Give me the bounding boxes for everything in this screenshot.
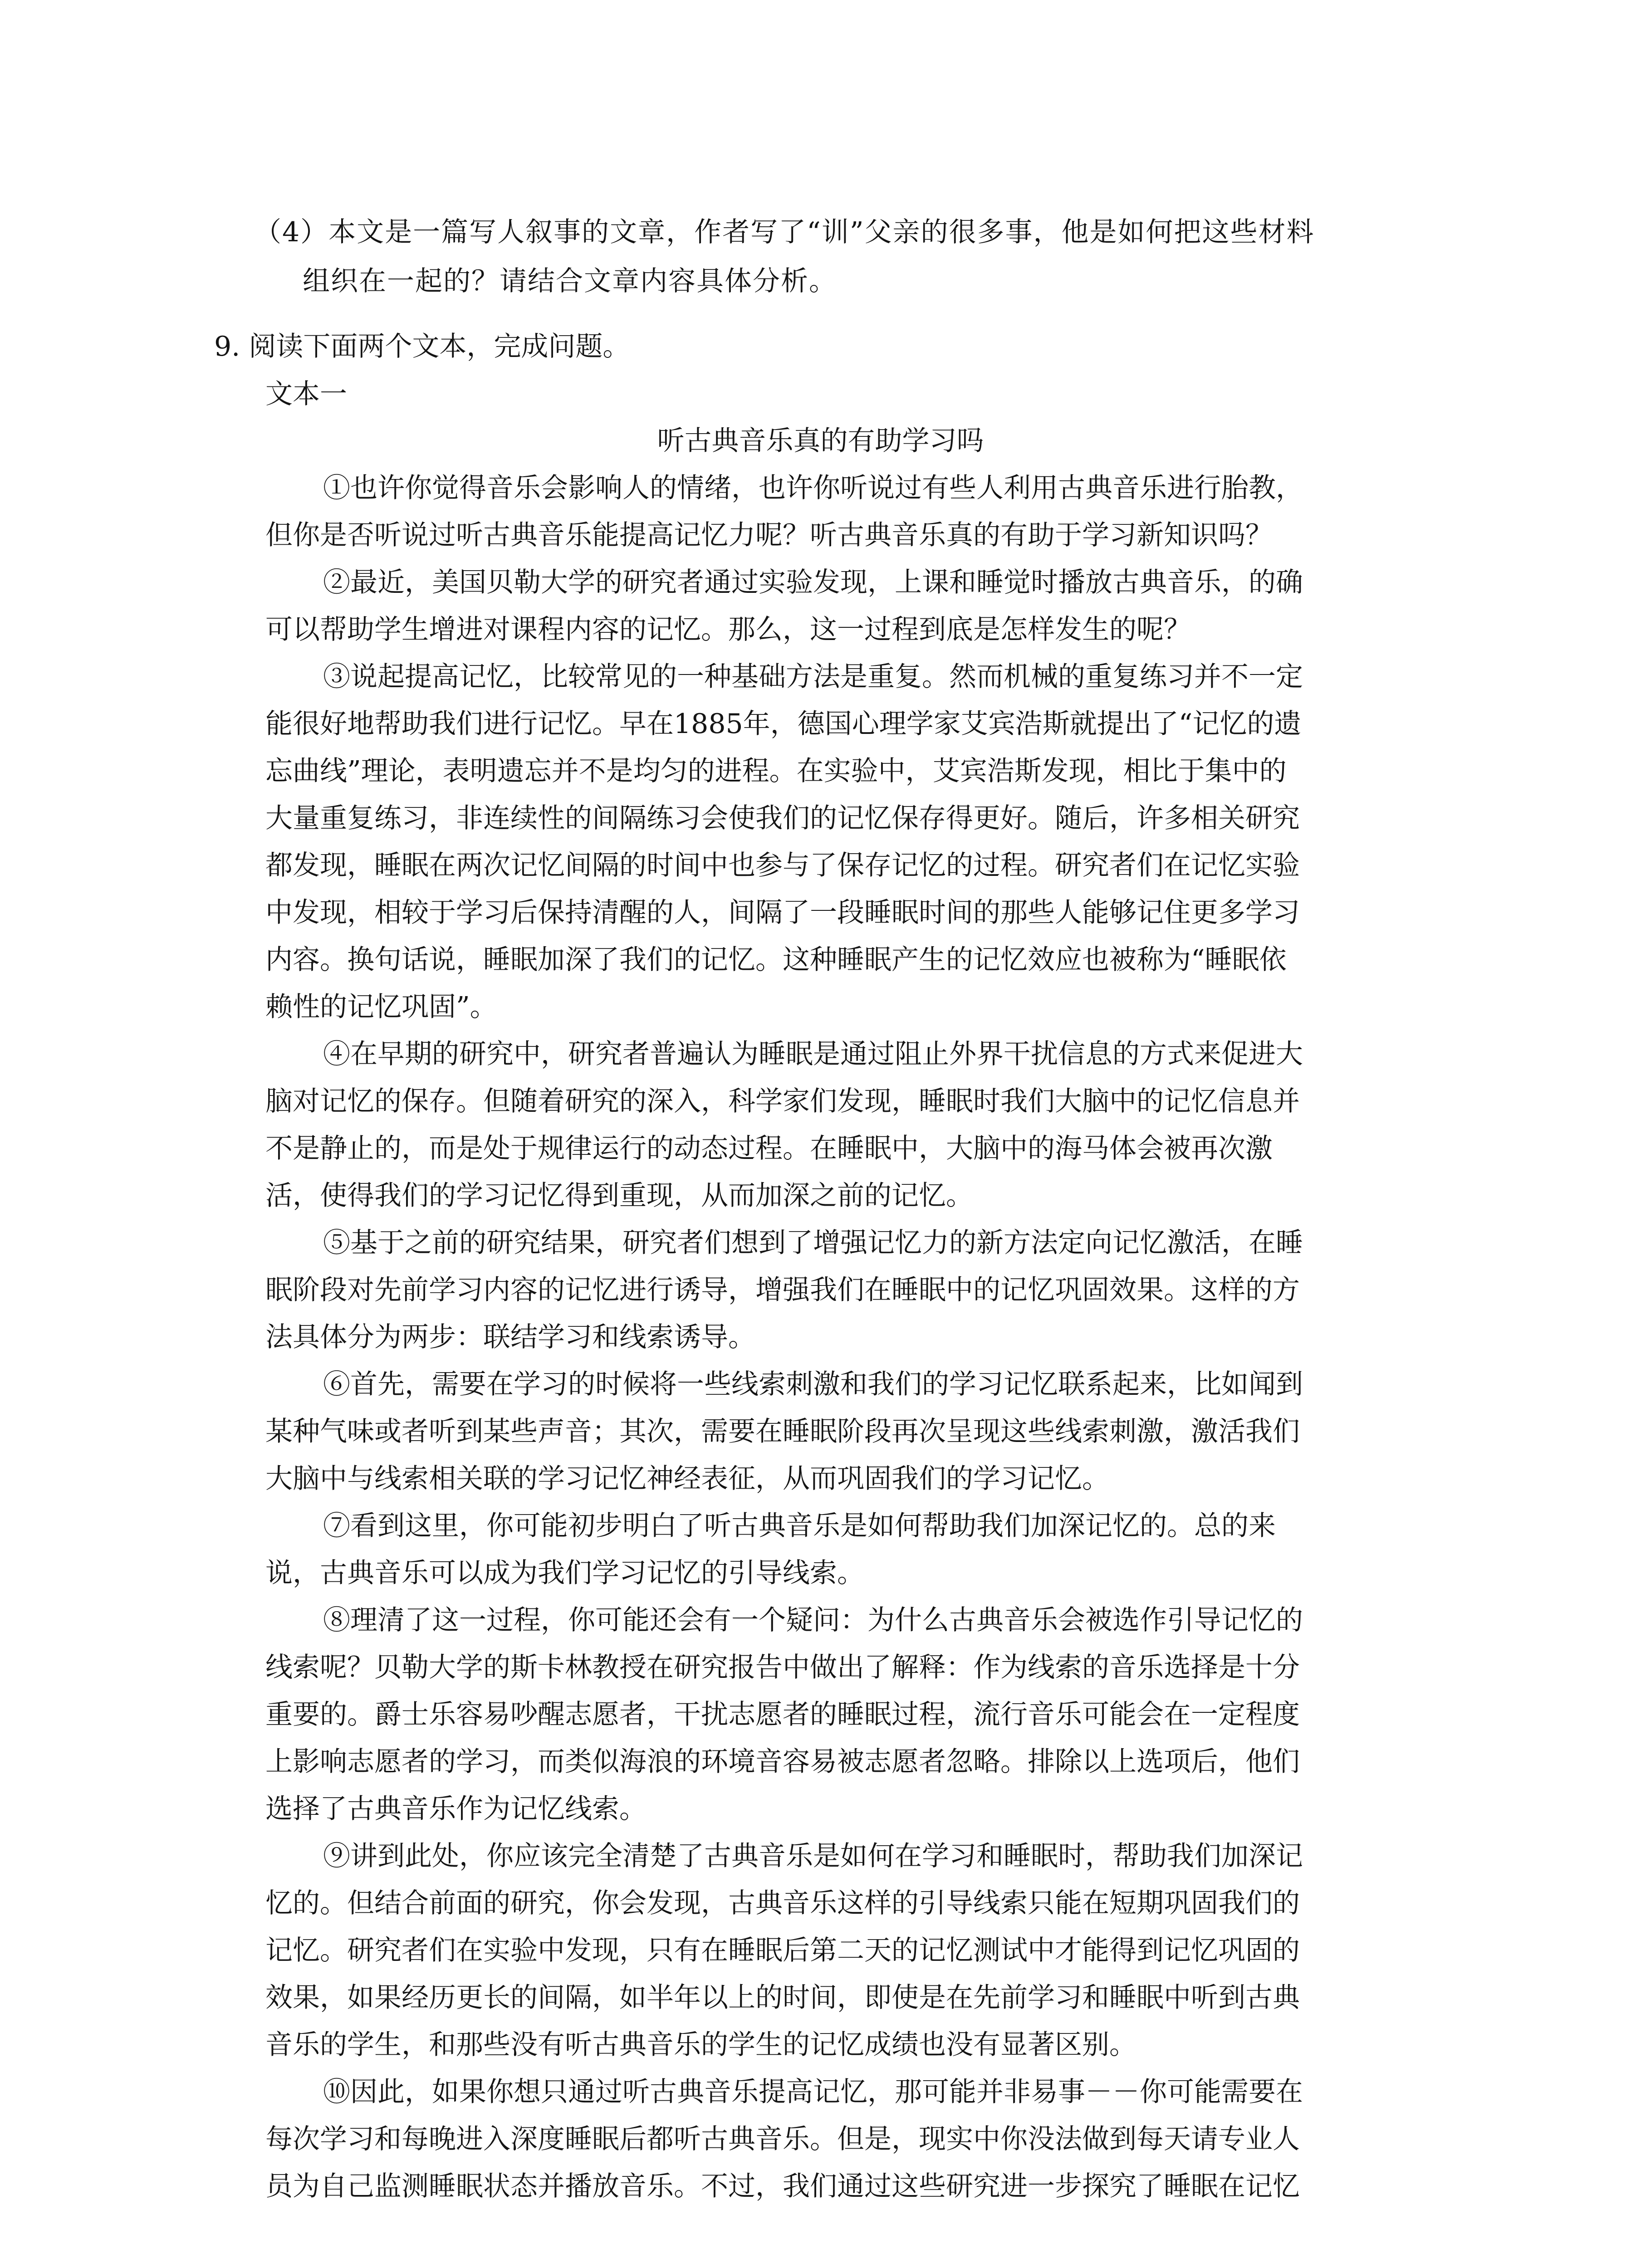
paragraph-10-line-3: 员为自己监测睡眠状态并播放音乐。不过，我们通过这些研究进一步探究了睡眠在记忆 bbox=[265, 2170, 1300, 2202]
paragraph-9-line-1: ⑨讲到此处，你应该完全清楚了古典音乐是如何在学习和睡眠时，帮助我们加深记 bbox=[323, 1840, 1303, 1872]
paragraph-8-line-2: 线索呢？贝勒大学的斯卡林教授在研究报告中做出了解释：作为线索的音乐选择是十分 bbox=[265, 1652, 1300, 1683]
paragraph-4-line-2: 脑对记忆的保存。但随着研究的深入，科学家们发现，睡眠时我们大脑中的记忆信息并 bbox=[265, 1085, 1300, 1117]
paragraph-3-line-2: 能很好地帮助我们进行记忆。早在1885年，德国心理学家艾宾浩斯就提出了“记忆的遗 bbox=[265, 708, 1302, 740]
question-9-stem: 9. 阅读下面两个文本，完成问题。 bbox=[214, 331, 630, 362]
paragraph-9-line-2: 忆的。但结合前面的研究，你会发现，古典音乐这样的引导线索只能在短期巩固我们的 bbox=[265, 1887, 1300, 1919]
paragraph-6-line-2: 某种气味或者听到某些声音；其次，需要在睡眠阶段再次呈现这些线索刺激，激活我们 bbox=[265, 1416, 1300, 1447]
paragraph-8-line-3: 重要的。爵士乐容易吵醒志愿者，干扰志愿者的睡眠过程，流行音乐可能会在一定程度 bbox=[265, 1699, 1300, 1730]
paragraph-1-line-2: 但你是否听说过听古典音乐能提高记忆力呢？听古典音乐真的有助于学习新知识吗？ bbox=[265, 519, 1273, 551]
paragraph-3-line-7: 内容。换句话说，睡眠加深了我们的记忆。这种睡眠产生的记忆效应也被称为“睡眠依 bbox=[265, 944, 1287, 976]
paragraph-8-line-4: 上影响志愿者的学习，而类似海浪的环境音容易被志愿者忽略。排除以上选项后，他们 bbox=[265, 1746, 1300, 1778]
paragraph-3-line-5: 都发现，睡眠在两次记忆间隔的时间中也参与了保存记忆的过程。研究者们在记忆实验 bbox=[265, 850, 1300, 881]
paragraph-9-line-4: 效果，如果经历更长的间隔，如半年以上的时间，即使是在先前学习和睡眠中听到古典 bbox=[265, 1982, 1300, 2014]
paragraph-3-line-6: 中发现，相较于学习后保持清醒的人，间隔了一段睡眠时间的那些人能够记住更多学习 bbox=[265, 897, 1300, 929]
paragraph-2-line-2: 可以帮助学生增进对课程内容的记忆。那么，这一过程到底是怎样发生的呢？ bbox=[265, 614, 1191, 645]
paragraph-3-line-3: 忘曲线”理论，表明遗忘并不是均匀的进程。在实验中，艾宾浩斯发现，相比于集中的 bbox=[265, 755, 1287, 787]
paragraph-6-line-1: ⑥首先，需要在学习的时候将一些线索刺激和我们的学习记忆联系起来，比如闻到 bbox=[323, 1369, 1303, 1400]
paragraph-4-line-3: 不是静止的，而是处于规律运行的动态过程。在睡眠中，大脑中的海马体会被再次激 bbox=[265, 1133, 1273, 1164]
paragraph-3-line-1: ③说起提高记忆，比较常见的一种基础方法是重复。然而机械的重复练习并不一定 bbox=[323, 661, 1303, 693]
paragraph-5-line-2: 眠阶段对先前学习内容的记忆进行诱导，增强我们在睡眠中的记忆巩固效果。这样的方 bbox=[265, 1274, 1300, 1306]
paragraph-4-line-4: 活，使得我们的学习记忆得到重现，从而加深之前的记忆。 bbox=[265, 1180, 973, 1212]
paragraph-2-line-1: ②最近，美国贝勒大学的研究者通过实验发现，上课和睡觉时播放古典音乐，的确 bbox=[323, 567, 1303, 598]
paragraph-10-line-2: 每次学习和每晚进入深度睡眠后都听古典音乐。但是，现实中你没法做到每天请专业人 bbox=[265, 2123, 1300, 2155]
question-4-line-1: （4）本文是一篇写人叙事的文章，作者写了“训”父亲的很多事，他是如何把这些材料 bbox=[254, 216, 1315, 248]
paragraph-8-line-1: ⑧理清了这一过程，你可能还会有一个疑问：为什么古典音乐会被选作引导记忆的 bbox=[323, 1604, 1303, 1636]
article-title: 听古典音乐真的有助学习吗 bbox=[657, 425, 984, 457]
paragraph-5-line-3: 法具体分为两步：联结学习和线索诱导。 bbox=[265, 1321, 755, 1353]
paragraph-3-line-8: 赖性的记忆巩固”。 bbox=[265, 991, 497, 1023]
question-4-line-2: 组织在一起的？请结合文章内容具体分析。 bbox=[303, 265, 837, 297]
paragraph-7-line-2: 说，古典音乐可以成为我们学习记忆的引导线索。 bbox=[265, 1557, 864, 1589]
paragraph-3-line-4: 大量重复练习，非连续性的间隔练习会使我们的记忆保存得更好。随后，许多相关研究 bbox=[265, 802, 1300, 834]
paragraph-5-line-1: ⑤基于之前的研究结果，研究者们想到了增强记忆力的新方法定向记忆激活，在睡 bbox=[323, 1227, 1303, 1259]
paragraph-9-line-3: 记忆。研究者们在实验中发现，只有在睡眠后第二天的记忆测试中才能得到记忆巩固的 bbox=[265, 1935, 1300, 1966]
text-one-label: 文本一 bbox=[265, 378, 347, 410]
paragraph-8-line-5: 选择了古典音乐作为记忆线索。 bbox=[265, 1793, 647, 1825]
paragraph-6-line-3: 大脑中与线索相关联的学习记忆神经表征，从而巩固我们的学习记忆。 bbox=[265, 1463, 1109, 1495]
paragraph-7-line-1: ⑦看到这里，你可能初步明白了听古典音乐是如何帮助我们加深记忆的。总的来 bbox=[323, 1510, 1276, 1542]
paragraph-10-line-1: ⑩因此，如果你想只通过听古典音乐提高记忆，那可能并非易事－－你可能需要在 bbox=[323, 2076, 1303, 2108]
paragraph-4-line-1: ④在早期的研究中，研究者普遍认为睡眠是通过阻止外界干扰信息的方式来促进大 bbox=[323, 1038, 1303, 1070]
paragraph-9-line-5: 音乐的学生，和那些没有听古典音乐的学生的记忆成绩也没有显著区别。 bbox=[265, 2029, 1136, 2061]
paragraph-1-line-1: ①也许你觉得音乐会影响人的情绪，也许你听说过有些人利用古典音乐进行胎教， bbox=[323, 472, 1303, 504]
